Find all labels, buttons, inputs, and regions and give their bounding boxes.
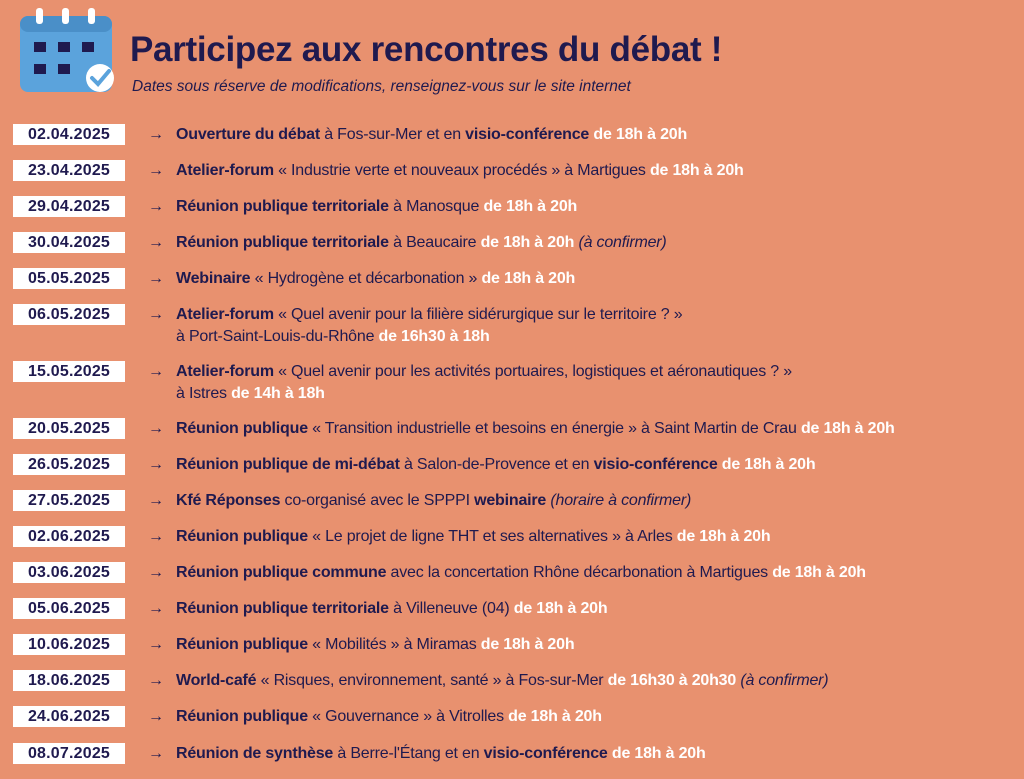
event-description: Réunion de synthèse à Berre-l'Étang et en visio-conférence de 18h à 20h: [176, 745, 706, 762]
arrow-icon: →: [148, 600, 164, 617]
event-date: 15.05.2025: [13, 361, 125, 382]
arrow-icon: →: [148, 672, 164, 689]
event-description: Réunion publique « Gouvernance » à Vitrolles de 18h à 20h: [176, 708, 602, 725]
arrow-icon: →: [148, 492, 164, 509]
event-description: Réunion publique commune avec la concertation Rhône décarbonation à Martigues de 18h à 20h: [176, 564, 866, 581]
event-description: Réunion publique « Transition industrielle et besoins en énergie » à Saint Martin de Crau de 18h à 20h: [176, 420, 895, 437]
event-description: Webinaire « Hydrogène et décarbonation » de 18h à 20h: [176, 270, 576, 287]
event-description: à Port-Saint-Louis-du-Rhône de 16h30 à 18h: [176, 328, 490, 345]
event-date: 10.06.2025: [13, 634, 125, 655]
event-description: Atelier-forum « Quel avenir pour la filière sidérurgique sur le territoire ? »: [176, 306, 683, 323]
event-description: Atelier-forum « Quel avenir pour les activités portuaires, logistiques et aéronautiques ? »: [176, 363, 792, 380]
arrow-icon: →: [148, 198, 164, 215]
event-description: Réunion publique territoriale à Beaucaire de 18h à 20h (à confirmer): [176, 234, 667, 251]
arrow-icon: →: [148, 745, 164, 762]
event-date: 27.05.2025: [13, 490, 125, 511]
arrow-icon: →: [148, 564, 164, 581]
arrow-icon: →: [148, 708, 164, 725]
arrow-icon: →: [148, 270, 164, 287]
arrow-icon: →: [148, 162, 164, 179]
arrow-icon: →: [148, 528, 164, 545]
page-title: Participez aux rencontres du débat !: [130, 30, 723, 69]
event-date: 29.04.2025: [13, 196, 125, 217]
event-date: 05.06.2025: [13, 598, 125, 619]
event-description: Réunion publique de mi-débat à Salon-de-Provence et en visio-conférence de 18h à 20h: [176, 456, 816, 473]
event-date: 26.05.2025: [13, 454, 125, 475]
event-description: Réunion publique « Le projet de ligne THT et ses alternatives » à Arles de 18h à 20h: [176, 528, 771, 545]
page-subtitle: Dates sous réserve de modifications, renseignez-vous sur le site internet: [132, 78, 631, 95]
event-description: Réunion publique « Mobilités » à Miramas de 18h à 20h: [176, 636, 575, 653]
event-date: 02.06.2025: [13, 526, 125, 547]
event-date: 08.07.2025: [13, 743, 125, 764]
arrow-icon: →: [148, 456, 164, 473]
arrow-icon: →: [148, 363, 164, 380]
event-date: 24.06.2025: [13, 706, 125, 727]
arrow-icon: →: [148, 420, 164, 437]
arrow-icon: →: [148, 306, 164, 323]
event-date: 18.06.2025: [13, 670, 125, 691]
event-date: 02.04.2025: [13, 124, 125, 145]
event-description: Atelier-forum « Industrie verte et nouveaux procédés » à Martigues de 18h à 20h: [176, 162, 744, 179]
event-date: 20.05.2025: [13, 418, 125, 439]
event-description: à Istres de 14h à 18h: [176, 385, 325, 402]
calendar-check-icon: [14, 6, 120, 96]
arrow-icon: →: [148, 126, 164, 143]
event-description: Kfé Réponses co-organisé avec le SPPPI webinaire (horaire à confirmer): [176, 492, 692, 509]
arrow-icon: →: [148, 636, 164, 653]
event-date: 06.05.2025: [13, 304, 125, 325]
arrow-icon: →: [148, 234, 164, 251]
event-date: 30.04.2025: [13, 232, 125, 253]
event-date: 23.04.2025: [13, 160, 125, 181]
event-date: 03.06.2025: [13, 562, 125, 583]
event-description: World-café « Risques, environnement, santé » à Fos-sur-Mer de 16h30 à 20h30 (à confirmer): [176, 672, 829, 689]
event-description: Réunion publique territoriale à Manosque de 18h à 20h: [176, 198, 578, 215]
event-date: 05.05.2025: [13, 268, 125, 289]
event-description: Ouverture du débat à Fos-sur-Mer et en visio-conférence de 18h à 20h: [176, 126, 688, 143]
event-description: Réunion publique territoriale à Villeneuve (04) de 18h à 20h: [176, 600, 608, 617]
